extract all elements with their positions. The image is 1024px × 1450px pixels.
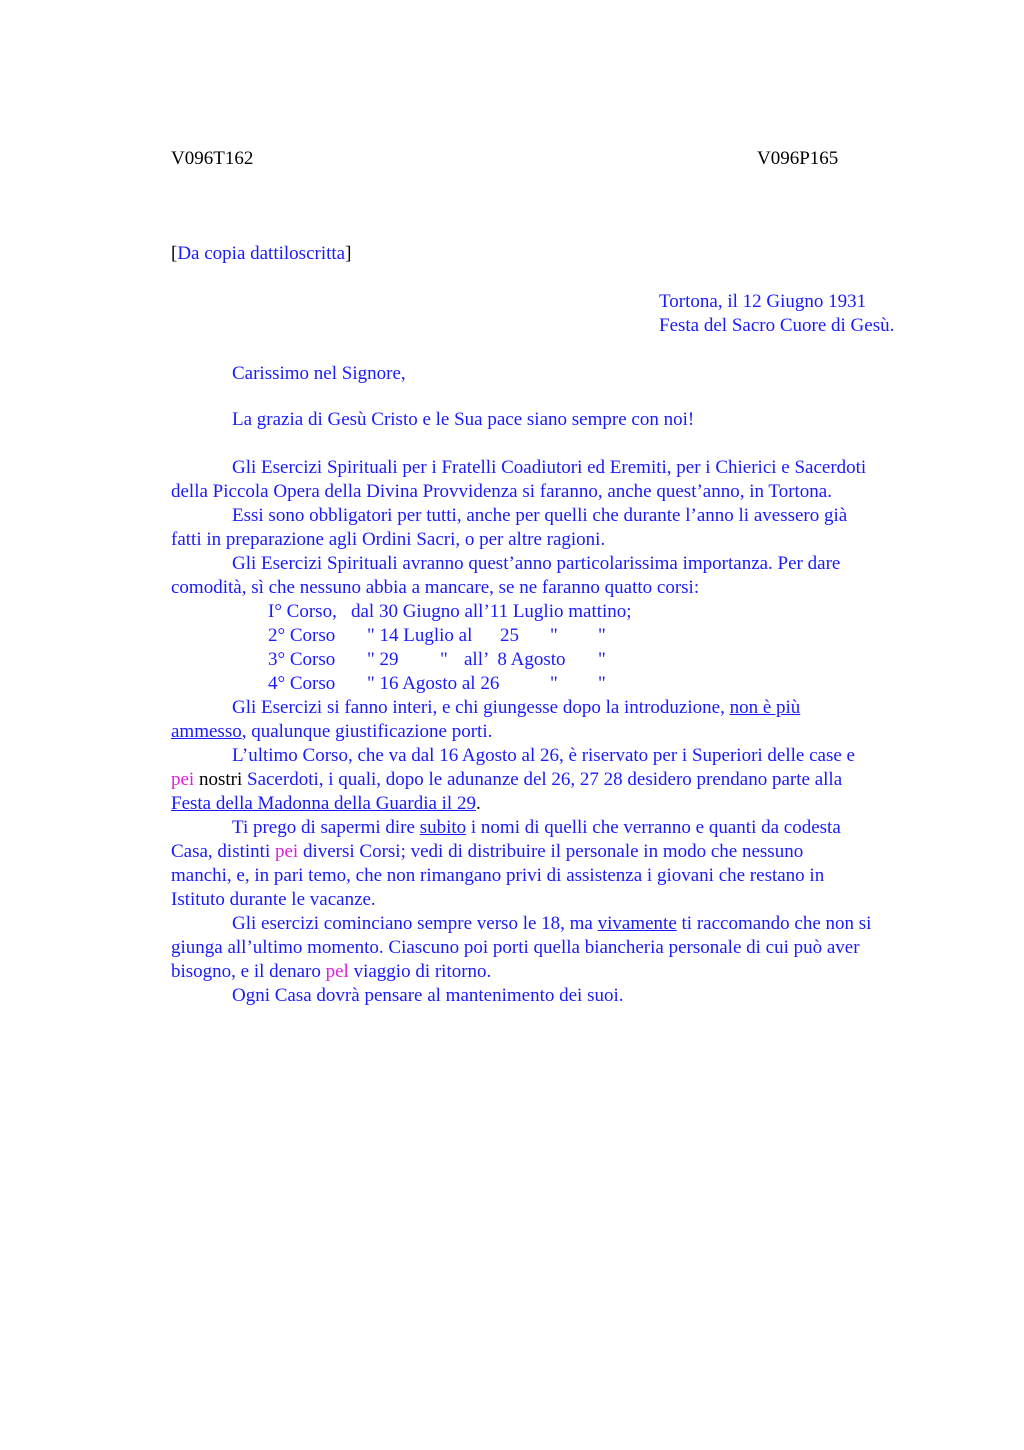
course-2: 2° Corso " 14 Luglio al 25 " " — [268, 625, 606, 646]
paragraph-2-line-2: fatti in preparazione agli Ordini Sacri, o per altre ragioni. — [171, 529, 606, 550]
dateline-feast: Festa del Sacro Cuore di Gesù. — [659, 315, 895, 336]
paragraph-3-line-2: comodità, sì che nessuno abbia a mancare, se ne faranno quatto corsi: — [171, 577, 700, 598]
source-note-open-bracket: [ — [171, 243, 178, 264]
highlight-pei: pei — [171, 769, 195, 790]
paragraph-6-line-4: Istituto durante le vacanze. — [171, 889, 376, 910]
paragraph-3-line-1: Gli Esercizi Spirituali avranno quest’anno particolarissima importanza. Per dare — [232, 553, 841, 574]
course-3: 3° Corso " 29 " all’ 8 Agosto " — [268, 649, 606, 670]
paragraph-7-line-3: bisogno, e il denaro pel viaggio di ritorno. — [171, 961, 492, 982]
paragraph-1-line-2: della Piccola Opera della Divina Provvidenza si faranno, anche quest’anno, in Tortona. — [171, 481, 832, 502]
paragraph-8: Ogni Casa dovrà pensare al mantenimento dei suoi. — [232, 985, 624, 1006]
paragraph-5-line-1: L’ultimo Corso, che va dal 16 Agosto al 26, è riservato per i Superiori delle case e — [232, 745, 855, 766]
dateline — [659, 290, 894, 338]
paragraph-6-line-3: manchi, e, in pari temo, che non rimangano privi di assistenza i giovani che restano in — [171, 865, 825, 886]
greeting: La grazia di Gesù Cristo e le Sua pace siano sempre con noi! — [232, 409, 695, 430]
paragraph-6-line-2: Casa, distinti pei diversi Corsi; vedi di distribuire il personale in modo che nessuno — [171, 841, 804, 862]
underlined-subito: subito — [419, 817, 467, 838]
paragraph-6-line-1: Ti prego di sapermi dire subito i nomi di quelli che verranno e quanti da codesta — [232, 817, 841, 838]
underlined-not-admitted: non è più — [729, 697, 801, 718]
paragraph-5-line-3: Festa della Madonna della Guardia il 29. — [171, 793, 481, 814]
paragraph-7-line-2: giunga all’ultimo momento. Ciascuno poi porti quella biancheria personale di cui può aver — [171, 937, 860, 958]
document-code-left: V096T162 — [171, 148, 254, 169]
paragraph-1-line-1: Gli Esercizi Spirituali per i Fratelli Coadiutori ed Eremiti, per i Chierici e Sacerdoti — [232, 457, 867, 478]
paragraph-2-line-1: Essi sono obbligatori per tutti, anche per quelli che durante l’anno li avessero già — [232, 505, 848, 526]
paragraph-4-line-1: Gli Esercizi si fanno interi, e chi giungesse dopo la introduzione, non è più — [232, 697, 801, 718]
underlined-ammesso: ammesso — [171, 721, 242, 742]
course-1: I° Corso, dal 30 Giugno all’11 Luglio mattino; — [268, 601, 632, 622]
source-note-text: Da copia dattiloscritta — [177, 243, 346, 264]
highlight-pei-2: pei — [274, 841, 299, 862]
paragraph-5-line-2: pei nostri Sacerdoti, i quali, dopo le adunanze del 26, 27 28 desidero prendano parte alla — [171, 769, 843, 790]
highlight-pel: pel — [325, 961, 349, 982]
underlined-vivamente: vivamente — [597, 913, 677, 934]
dateline-place-date: Tortona, il 12 Giugno 1931 — [659, 291, 867, 312]
paragraph-4-line-2: ammesso, qualunque giustificazione porti. — [171, 721, 493, 742]
salutation: Carissimo nel Signore, — [232, 363, 406, 384]
document-code-right: V096P165 — [757, 148, 839, 169]
course-4: 4° Corso " 16 Agosto al 26 " " — [268, 673, 606, 694]
paragraph-7-line-1: Gli esercizi cominciano sempre verso le 18, ma vivamente ti raccomando che non si — [232, 913, 872, 934]
source-note — [171, 242, 351, 266]
word-nostri: nostri — [198, 769, 243, 790]
underlined-feast: Festa della Madonna della Guardia il 29 — [171, 793, 476, 814]
source-note-close-bracket: ] — [345, 243, 352, 264]
letter-body — [171, 456, 871, 1008]
